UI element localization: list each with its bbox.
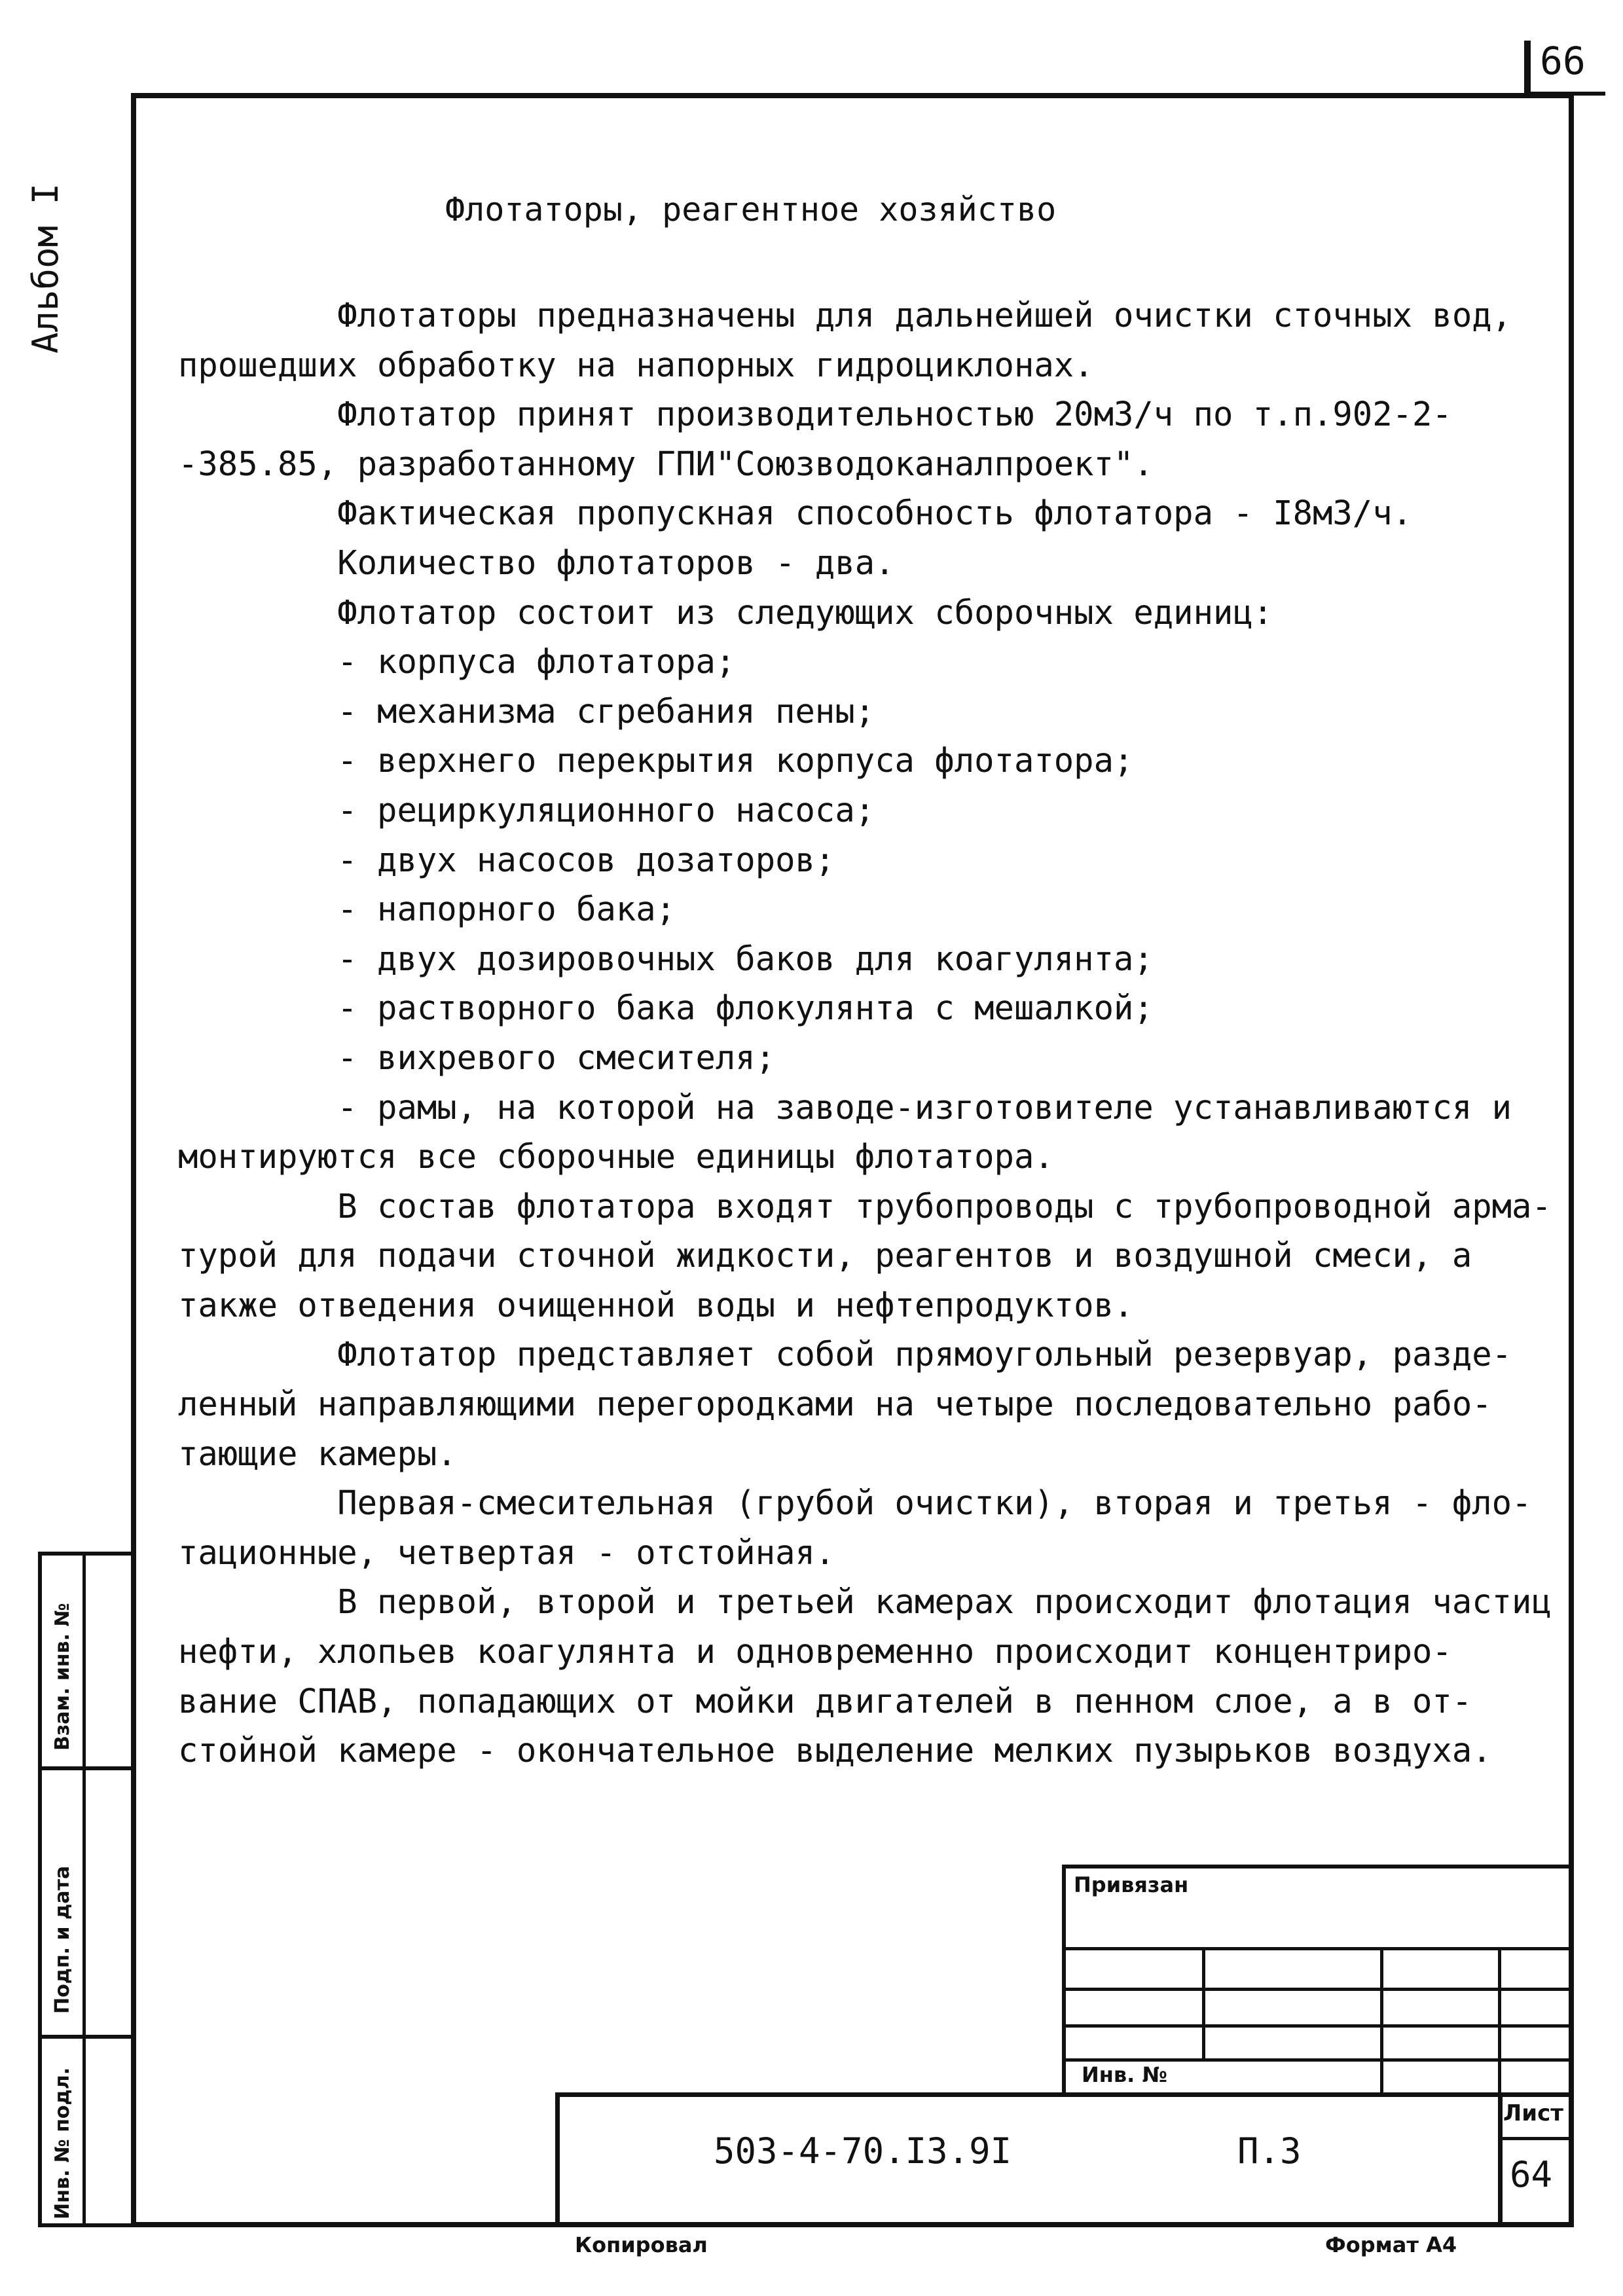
body-line: - рециркуляционного насоса; (178, 790, 875, 829)
body-line: - верхнего перекрытия корпуса флотатора; (178, 741, 1134, 780)
body-line: - растворного бака флокулянта с мешалкой; (178, 989, 1154, 1028)
sheet-reference: П.3 (1237, 2130, 1302, 2172)
body-line: - механизма сгребания пены; (178, 691, 875, 731)
body-line: тающие камеры. (178, 1434, 457, 1473)
grid-line (1498, 2137, 1574, 2140)
page-number-bar (1524, 41, 1531, 92)
body-line: - корпуса флотатора; (178, 642, 736, 682)
privyazan-label: Привязан (1074, 1872, 1189, 1897)
body-line: Первая-смесительная (грубой очистки), вторая и третья - фло- (178, 1484, 1532, 1523)
body-line: Фактическая пропускная способность флотатора - I8м3/ч. (178, 494, 1413, 533)
body-line: тационные, четвертая - отстойная. (178, 1533, 835, 1572)
body-line: - двух дозировочных баков для коагулянта; (178, 939, 1154, 978)
grid-line (1062, 2024, 1574, 2028)
format-label: Формат А4 (1325, 2232, 1457, 2257)
strip-divider (82, 1556, 86, 2223)
document-title: Флотаторы, реагентное хозяйство (445, 191, 1057, 228)
body-line: Флотатор состоит из следующих сборочных единиц: (178, 592, 1273, 632)
body-line: - напорного бака; (178, 890, 676, 929)
title-block-main (555, 2092, 1574, 2227)
page-number: 66 (1540, 39, 1586, 83)
sheet-number: 64 (1510, 2154, 1553, 2195)
body-line: - двух насосов дозаторов; (178, 840, 835, 879)
body-line: прошедших обработку на напорных гидроциклонах. (178, 345, 1094, 384)
body-line: Флотатор представляет собой прямоугольный резервуар, разде- (178, 1335, 1512, 1374)
document-code: 503-4-70.I3.9I (714, 2130, 1012, 2172)
strip-row-divider (42, 1766, 135, 1770)
body-line: Флотатор принят производительностью 20м3/ч по т.п.902-2- (178, 395, 1452, 434)
body-line: В состав флотатора входят трубопроводы с трубопроводной арма- (178, 1186, 1552, 1226)
body-line: турой для подачи сточной жидкости, реагентов и воздушной смеси, а (178, 1236, 1472, 1275)
grid-line (1380, 1947, 1383, 2095)
body-line: ленный направляющими перегородками на четыре последовательно рабо- (178, 1385, 1492, 1424)
body-line: Количество флотаторов - два. (178, 543, 895, 582)
strip-row-divider (42, 2035, 135, 2039)
left-stamp-strip (38, 1552, 131, 2227)
grid-line (1062, 1988, 1574, 1991)
body-line: стойной камере - окончательное выделение мелких пузырьков воздуха. (178, 1731, 1492, 1770)
body-line: нефти, хлопьев коагулянта и одновременно происходит концентриро- (178, 1632, 1452, 1671)
grid-line (1062, 1947, 1574, 1950)
copied-by-label: Копировал (575, 2232, 708, 2257)
body-line: -385.85, разработанному ГПИ"Союзводоканалпроект". (178, 444, 1154, 483)
vzam-inv-label: Взам. инв. № (51, 1603, 74, 1751)
inv-number-label: Инв. № (1082, 2062, 1167, 2087)
podp-data-label: Подп. и дата (51, 1865, 74, 2014)
grid-line (1062, 2058, 1574, 2062)
body-line: вание СПАВ, попадающих от мойки двигателей в пенном слое, а в от- (178, 1681, 1472, 1721)
inv-podl-label: Инв. № подл. (51, 2067, 74, 2219)
sheet-label: Лист (1503, 2100, 1563, 2126)
body-line: монтируются все сборочные единицы флотатора. (178, 1137, 1054, 1176)
grid-line (1202, 1947, 1205, 2060)
body-line: В первой, второй и третьей камерах происходит флотация частиц (178, 1582, 1552, 1622)
grid-line (1498, 2092, 1503, 2227)
body-line: Флотаторы предназначены для дальнейшей очистки сточных вод, (178, 296, 1512, 335)
body-line: - вихревого смесителя; (178, 1038, 776, 1077)
body-text (178, 291, 1552, 1776)
body-line: также отведения очищенной воды и нефтепродуктов. (178, 1285, 1134, 1324)
body-line: - рамы, на которой на заводе-изготовителе устанавливаются и (178, 1087, 1512, 1127)
grid-line (1498, 1947, 1501, 2095)
album-label: Альбом I (25, 183, 66, 354)
